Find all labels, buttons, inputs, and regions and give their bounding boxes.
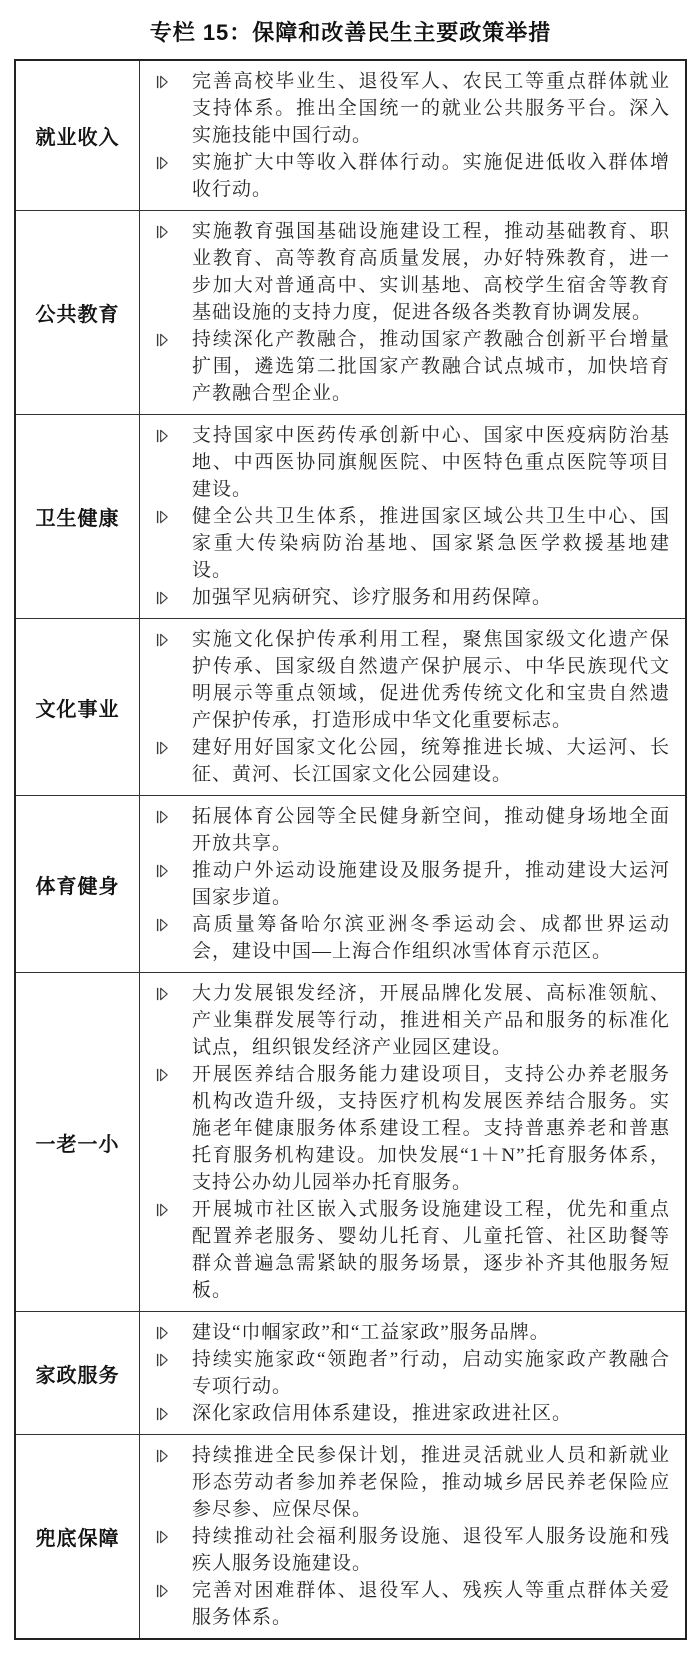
white-right-arrow-icon xyxy=(140,1196,192,1218)
list-item xyxy=(140,1577,670,1631)
list-item xyxy=(140,980,670,1061)
item-text: 持续推进全民参保计划，推进灵活就业人员和新就业形态劳动者参加养老保险，推动城乡居民养老保险应参尽参、应保尽保。 xyxy=(192,1445,670,1520)
item-text: 持续推动社会福利服务设施、退役军人服务设施和残疾人服务设施建设。 xyxy=(192,1526,670,1574)
items-cell xyxy=(140,211,685,414)
white-right-arrow-icon xyxy=(140,584,192,606)
items-cell xyxy=(140,619,685,795)
list-item xyxy=(140,68,670,149)
category-cell xyxy=(16,796,140,972)
table-row xyxy=(16,972,685,1311)
white-right-arrow-icon xyxy=(140,980,192,1002)
table-row xyxy=(16,1311,685,1434)
white-right-arrow-icon xyxy=(140,68,192,90)
category-cell xyxy=(16,415,140,618)
category-label: 一老一小 xyxy=(35,1133,120,1156)
list-item xyxy=(140,1319,670,1346)
item-text: 实施扩大中等收入群体行动。实施促进低收入群体增收行动。 xyxy=(192,152,670,200)
category-cell xyxy=(16,619,140,795)
category-cell xyxy=(16,973,140,1311)
category-cell xyxy=(16,1435,140,1638)
item-text: 高质量筹备哈尔滨亚洲冬季运动会、成都世界运动会，建设中国—上海合作组织冰雪体育示范区。 xyxy=(192,914,670,962)
items-cell xyxy=(140,1312,685,1434)
white-right-arrow-icon xyxy=(140,1061,192,1083)
list-item xyxy=(140,734,670,788)
item-text: 持续实施家政“领跑者”行动，启动实施家政产教融合专项行动。 xyxy=(192,1349,670,1397)
item-text: 建好用好国家文化公园，统筹推进长城、大运河、长征、黄河、长江国家文化公园建设。 xyxy=(192,737,670,785)
white-right-arrow-icon xyxy=(140,626,192,648)
item-text: 大力发展银发经济，开展品牌化发展、高标准领航、产业集群发展等行动，推进相关产品和服务的标准化试点，组织银发经济产业园区建设。 xyxy=(192,983,670,1058)
list-item xyxy=(140,149,670,203)
list-item xyxy=(140,503,670,584)
item-text: 开展城市社区嵌入式服务设施建设工程，优先和重点配置养老服务、婴幼儿托育、儿童托管、社区助餐等群众普遍急需紧缺的服务场景，逐步补齐其他服务短板。 xyxy=(192,1199,670,1301)
item-text: 持续深化产教融合，推动国家产教融合创新平台增量扩围，遴选第二批国家产教融合试点城市，加快培育产教融合型企业。 xyxy=(192,329,670,404)
white-right-arrow-icon xyxy=(140,503,192,525)
items-cell xyxy=(140,61,685,210)
list-item xyxy=(140,422,670,503)
table-row xyxy=(16,414,685,618)
item-text: 推动户外运动设施建设及服务提升，推动建设大运河国家步道。 xyxy=(192,860,670,908)
white-right-arrow-icon xyxy=(140,326,192,348)
white-right-arrow-icon xyxy=(140,857,192,879)
items-cell xyxy=(140,796,685,972)
list-item xyxy=(140,1346,670,1400)
white-right-arrow-icon xyxy=(140,1400,192,1422)
category-label: 体育健身 xyxy=(35,875,120,898)
list-item xyxy=(140,857,670,911)
item-text: 实施文化保护传承利用工程，聚焦国家级文化遗产保护传承、国家级自然遗产保护展示、中华民族现代文明展示等重点领域，促进优秀传统文化和宝贵自然遗产保护传承，打造形成中华文化重要标志。 xyxy=(192,629,670,731)
list-item xyxy=(140,1196,670,1304)
table-row xyxy=(16,1434,685,1638)
category-label: 家政服务 xyxy=(35,1364,120,1387)
table-row xyxy=(16,795,685,972)
white-right-arrow-icon xyxy=(140,1523,192,1545)
white-right-arrow-icon xyxy=(140,1346,192,1368)
list-item xyxy=(140,911,670,965)
white-right-arrow-icon xyxy=(140,149,192,171)
item-text: 完善对困难群体、退役军人、残疾人等重点群体关爱服务体系。 xyxy=(192,1580,670,1628)
white-right-arrow-icon xyxy=(140,422,192,444)
item-text: 实施教育强国基础设施建设工程，推动基础教育、职业教育、高等教育高质量发展，办好特殊教育，进一步加大对普通高中、实训基地、高校学生宿舍等教育基础设施的支持力度，促进各级各类教育协调发展。 xyxy=(192,221,670,323)
category-label: 文化事业 xyxy=(35,698,120,721)
list-item xyxy=(140,1400,670,1427)
category-label: 卫生健康 xyxy=(35,508,120,530)
item-text: 完善高校毕业生、退役军人、农民工等重点群体就业支持体系。推出全国统一的就业公共服务平台。深入实施技能中国行动。 xyxy=(192,71,670,146)
category-cell xyxy=(16,1312,140,1434)
list-item xyxy=(140,1523,670,1577)
white-right-arrow-icon xyxy=(140,1442,192,1464)
items-cell xyxy=(140,973,685,1311)
list-item xyxy=(140,218,670,326)
list-item xyxy=(140,803,670,857)
item-text: 开展医养结合服务能力建设项目，支持公办养老服务机构改造升级，支持医疗机构发展医养结合服务。实施老年健康服务体系建设工程。支持普惠养老和普惠托育服务机构建设。加快发展“1＋N”托育服务体系，支持公办幼儿园举办托育服务。 xyxy=(192,1064,670,1193)
category-cell xyxy=(16,211,140,414)
items-cell xyxy=(140,1435,685,1638)
items-cell xyxy=(140,415,685,618)
item-text: 健全公共卫生体系，推进国家区域公共卫生中心、国家重大传染病防治基地、国家紧急医学救援基地建设。 xyxy=(192,506,670,581)
policy-table xyxy=(14,59,687,1640)
white-right-arrow-icon xyxy=(140,1577,192,1599)
list-item xyxy=(140,326,670,407)
category-label: 公共教育 xyxy=(35,304,120,326)
page-title: 专栏 15：保障和改善民生主要政策举措 xyxy=(149,20,552,45)
item-text: 拓展体育公园等全民健身新空间，推动健身场地全面开放共享。 xyxy=(192,806,670,854)
white-right-arrow-icon xyxy=(140,911,192,933)
item-text: 支持国家中医药传承创新中心、国家中医疫病防治基地、中西医协同旗舰医院、中医特色重点医院等项目建设。 xyxy=(192,425,670,500)
item-text: 加强罕见病研究、诊疗服务和用药保障。 xyxy=(192,587,553,608)
list-item xyxy=(140,1442,670,1523)
white-right-arrow-icon xyxy=(140,734,192,756)
white-right-arrow-icon xyxy=(140,803,192,825)
item-text: 建设“巾帼家政”和“工益家政”服务品牌。 xyxy=(192,1322,550,1343)
table-row xyxy=(16,618,685,795)
category-label: 就业收入 xyxy=(35,127,120,149)
list-item xyxy=(140,626,670,734)
item-text: 深化家政信用体系建设，推进家政进社区。 xyxy=(192,1403,573,1424)
category-cell xyxy=(16,61,140,210)
white-right-arrow-icon xyxy=(140,1319,192,1341)
white-right-arrow-icon xyxy=(140,218,192,240)
list-item xyxy=(140,1061,670,1196)
list-item xyxy=(140,584,670,611)
category-label: 兜底保障 xyxy=(35,1528,120,1550)
table-row xyxy=(16,210,685,414)
table-row xyxy=(16,60,685,210)
